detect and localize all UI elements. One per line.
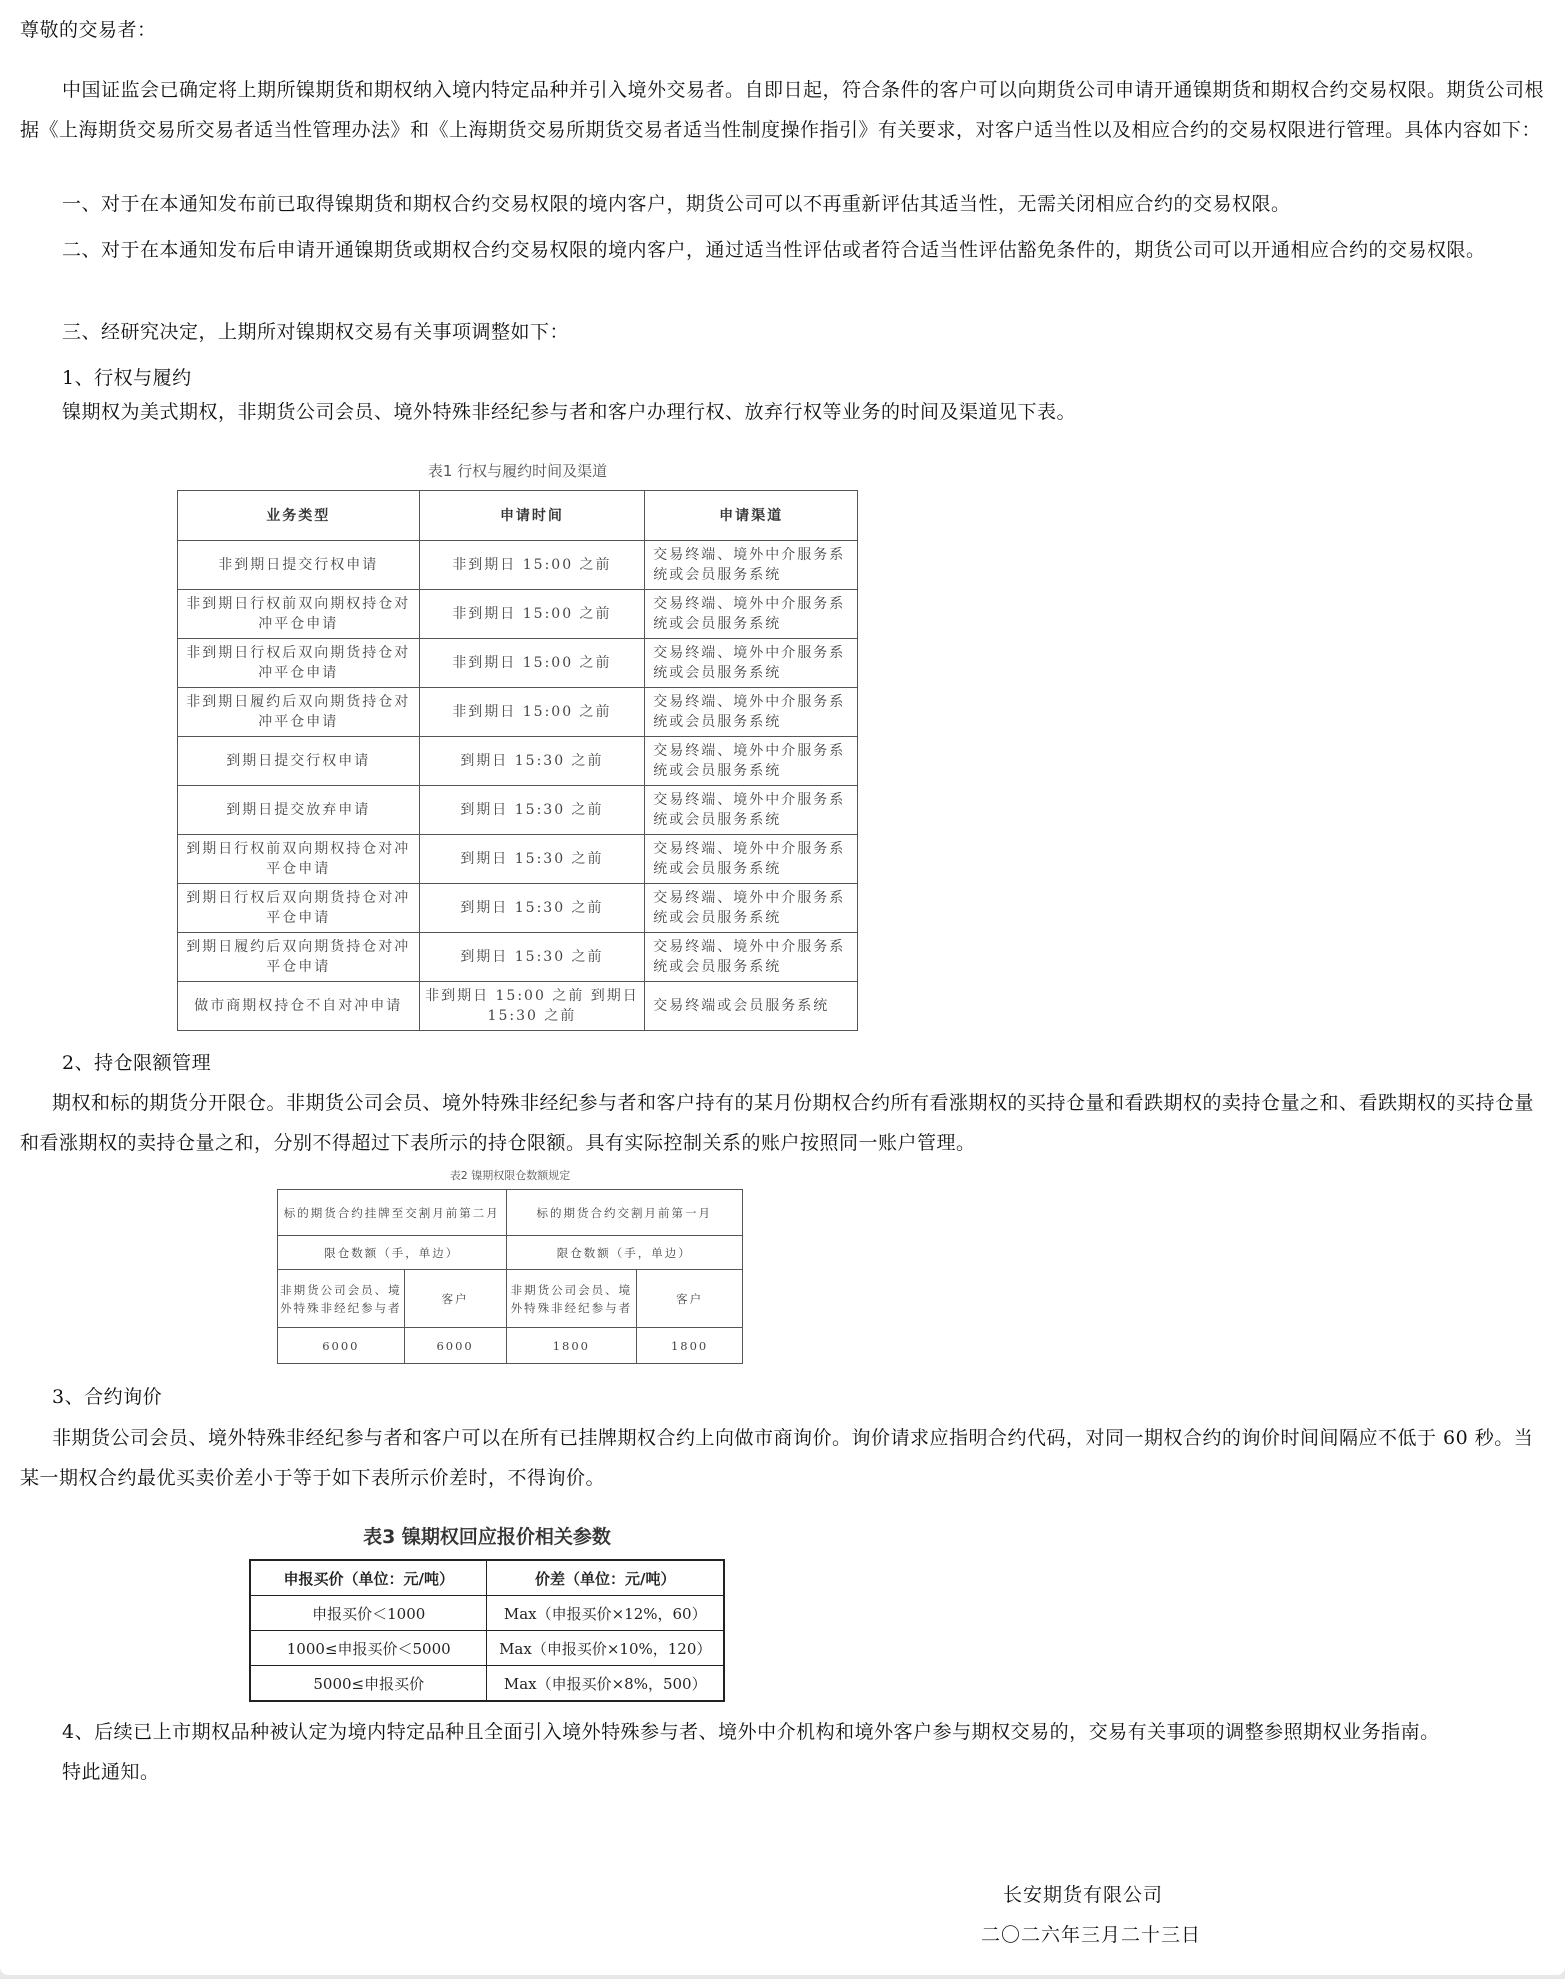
column-header: 业务类型 [178,491,420,541]
column-header: 申请时间 [419,491,645,541]
exercise-table [177,490,858,1031]
business-type: 非到期日提交行权申请 [178,541,420,590]
section3-heading: 3、合约询价 [52,1386,163,1408]
party-header: 客户 [637,1270,743,1328]
section1-body: 镍期权为美式期权，非期货公司会员、境外特殊非经纪参与者和客户办理行权、放弃行权等业务的时间及渠道见下表。 [62,401,1077,423]
section3-body: 非期货公司会员、境外特殊非经纪参与者和客户可以在所有已挂牌期权合约上向做市商询价。询价请求应指明合约代码，对同一期权合约的询价时间间隔应不低于 60 秒。当某一期权合约最优买卖价差小于等于如下表所示价差时，不得询价。 [20,1427,1534,1489]
table-row [178,590,858,639]
business-type: 到期日提交行权申请 [178,737,420,786]
period-header: 标的期货合约交割月前第一月 [506,1190,743,1236]
apply-time: 到期日 15:30 之前 [419,737,645,786]
table-row [178,884,858,933]
party-header-row [278,1270,743,1328]
party-header: 客户 [404,1270,506,1328]
limit-value: 6000 [278,1328,405,1364]
period-header-row [278,1190,743,1236]
apply-time: 非到期日 15:00 之前 [419,639,645,688]
limit-values-row [278,1328,743,1364]
apply-time: 非到期日 15:00 之前 [419,541,645,590]
apply-time: 非到期日 15:00 之前 到期日 15:30 之前 [419,982,645,1031]
apply-channel: 交易终端、境外中介服务系统或会员服务系统 [645,639,858,688]
item-one: 一、对于在本通知发布前已取得镍期货和期权合约交易权限的境内客户，期货公司可以不再重新评估其适当性，无需关闭相应合约的交易权限。 [62,193,1291,215]
section1-heading: 1、行权与履约 [62,367,192,389]
limit-value: 1800 [506,1328,637,1364]
business-type: 到期日提交放弃申请 [178,786,420,835]
limit-value: 6000 [404,1328,506,1364]
table1-caption: 表1 行权与履约时间及渠道 [427,462,608,480]
section2-heading: 2、持仓限额管理 [62,1052,212,1074]
party-header: 非期货公司会员、境外特殊非经纪参与者 [278,1270,405,1328]
table-row [178,933,858,982]
business-type: 非到期日行权后双向期货持仓对冲平仓申请 [178,639,420,688]
intro-paragraph: 中国证监会已确定将上期所镍期货和期权纳入境内特定品种并引入境外交易者。自即日起，符合条件的客户可以向期货公司申请开通镍期货和期权合约交易权限。期货公司根据《上海期货交易所交易者适当性管理办法》和《上海期货交易所期货交易者适当性制度操作指引》有关要求，对客户适当性以及相应合约的交易权限进行管理。具体内容如下： [20,79,1545,141]
apply-channel: 交易终端、境外中介服务系统或会员服务系统 [645,737,858,786]
business-type: 非到期日行权前双向期权持仓对冲平仓申请 [178,590,420,639]
business-type: 非到期日履约后双向期货持仓对冲平仓申请 [178,688,420,737]
signature-date: 二〇二六年三月二十三日 [981,1924,1202,1946]
apply-channel: 交易终端、境外中介服务系统或会员服务系统 [645,688,858,737]
table3-caption: 表3 镍期权回应报价相关参数 [363,1526,611,1548]
table-row [178,786,858,835]
apply-channel: 交易终端、境外中介服务系统或会员服务系统 [645,541,858,590]
spread-value: Max（申报买价×10%，120） [487,1631,724,1666]
column-header: 价差（单位：元/吨） [487,1560,724,1596]
apply-channel: 交易终端或会员服务系统 [645,982,858,1031]
business-type: 做市商期权持仓不自对冲申请 [178,982,420,1031]
table-row [178,982,858,1031]
limit-label: 限仓数额（手，单边） [506,1236,743,1270]
limit-label-row [278,1236,743,1270]
bid-price-range: 1000≤申报买价＜5000 [250,1631,487,1666]
table2-caption: 表2 镍期权限仓数额规定 [449,1169,571,1182]
table-row [178,688,858,737]
apply-time: 到期日 15:30 之前 [419,786,645,835]
apply-channel: 交易终端、境外中介服务系统或会员服务系统 [645,786,858,835]
apply-channel: 交易终端、境外中介服务系统或会员服务系统 [645,590,858,639]
apply-time: 到期日 15:30 之前 [419,835,645,884]
business-type: 到期日行权前双向期权持仓对冲平仓申请 [178,835,420,884]
item-two: 二、对于在本通知发布后申请开通镍期货或期权合约交易权限的境内客户，通过适当性评估或者符合适当性评估豁免条件的，期货公司可以开通相应合约的交易权限。 [62,239,1486,261]
item-three: 三、经研究决定，上期所对镍期权交易有关事项调整如下： [62,321,570,343]
company-signature: 长安期货有限公司 [1003,1884,1164,1906]
apply-time: 非到期日 15:00 之前 [419,688,645,737]
party-header: 非期货公司会员、境外特殊非经纪参与者 [506,1270,637,1328]
table-row [250,1596,724,1631]
spread-value: Max（申报买价×12%，60） [487,1596,724,1631]
column-header: 申报买价（单位：元/吨） [250,1560,487,1596]
table-row [178,639,858,688]
limit-label: 限仓数额（手，单边） [278,1236,507,1270]
apply-time: 到期日 15:30 之前 [419,933,645,982]
position-limit-table [277,1189,743,1364]
apply-channel: 交易终端、境外中介服务系统或会员服务系统 [645,835,858,884]
section2-body: 期权和标的期货分开限仓。非期货公司会员、境外特殊非经纪参与者和客户持有的某月份期权合约所有看涨期权的买持仓量和看跌期权的卖持仓量之和、看跌期权的买持仓量和看涨期权的卖持仓量之和，分别不得超过下表所示的持仓限额。具有实际控制关系的账户按照同一账户管理。 [20,1092,1535,1154]
column-header: 申请渠道 [645,491,858,541]
business-type: 到期日行权后双向期货持仓对冲平仓申请 [178,884,420,933]
table-row [250,1631,724,1666]
closing-text: 特此通知。 [62,1761,160,1783]
bid-price-range: 5000≤申报买价 [250,1666,487,1702]
greeting: 尊敬的交易者： [20,19,157,41]
business-type: 到期日履约后双向期货持仓对冲平仓申请 [178,933,420,982]
table-row [178,541,858,590]
bid-price-range: 申报买价＜1000 [250,1596,487,1631]
period-header: 标的期货合约挂牌至交割月前第二月 [278,1190,507,1236]
apply-time: 到期日 15:30 之前 [419,884,645,933]
item-four: 4、后续已上市期权品种被认定为境内特定品种且全面引入境外特殊参与者、境外中介机构和境外客户参与期权交易的，交易有关事项的调整参照期权业务指南。 [62,1721,1440,1743]
apply-channel: 交易终端、境外中介服务系统或会员服务系统 [645,884,858,933]
table-row [178,737,858,786]
spread-value: Max（申报买价×8%，500） [487,1666,724,1702]
limit-value: 1800 [637,1328,743,1364]
apply-time: 非到期日 15:00 之前 [419,590,645,639]
table-row [250,1666,724,1702]
apply-channel: 交易终端、境外中介服务系统或会员服务系统 [645,933,858,982]
quote-params-table [249,1559,725,1702]
table-header-row [250,1560,724,1596]
table-row [178,835,858,884]
table-header-row [178,491,858,541]
